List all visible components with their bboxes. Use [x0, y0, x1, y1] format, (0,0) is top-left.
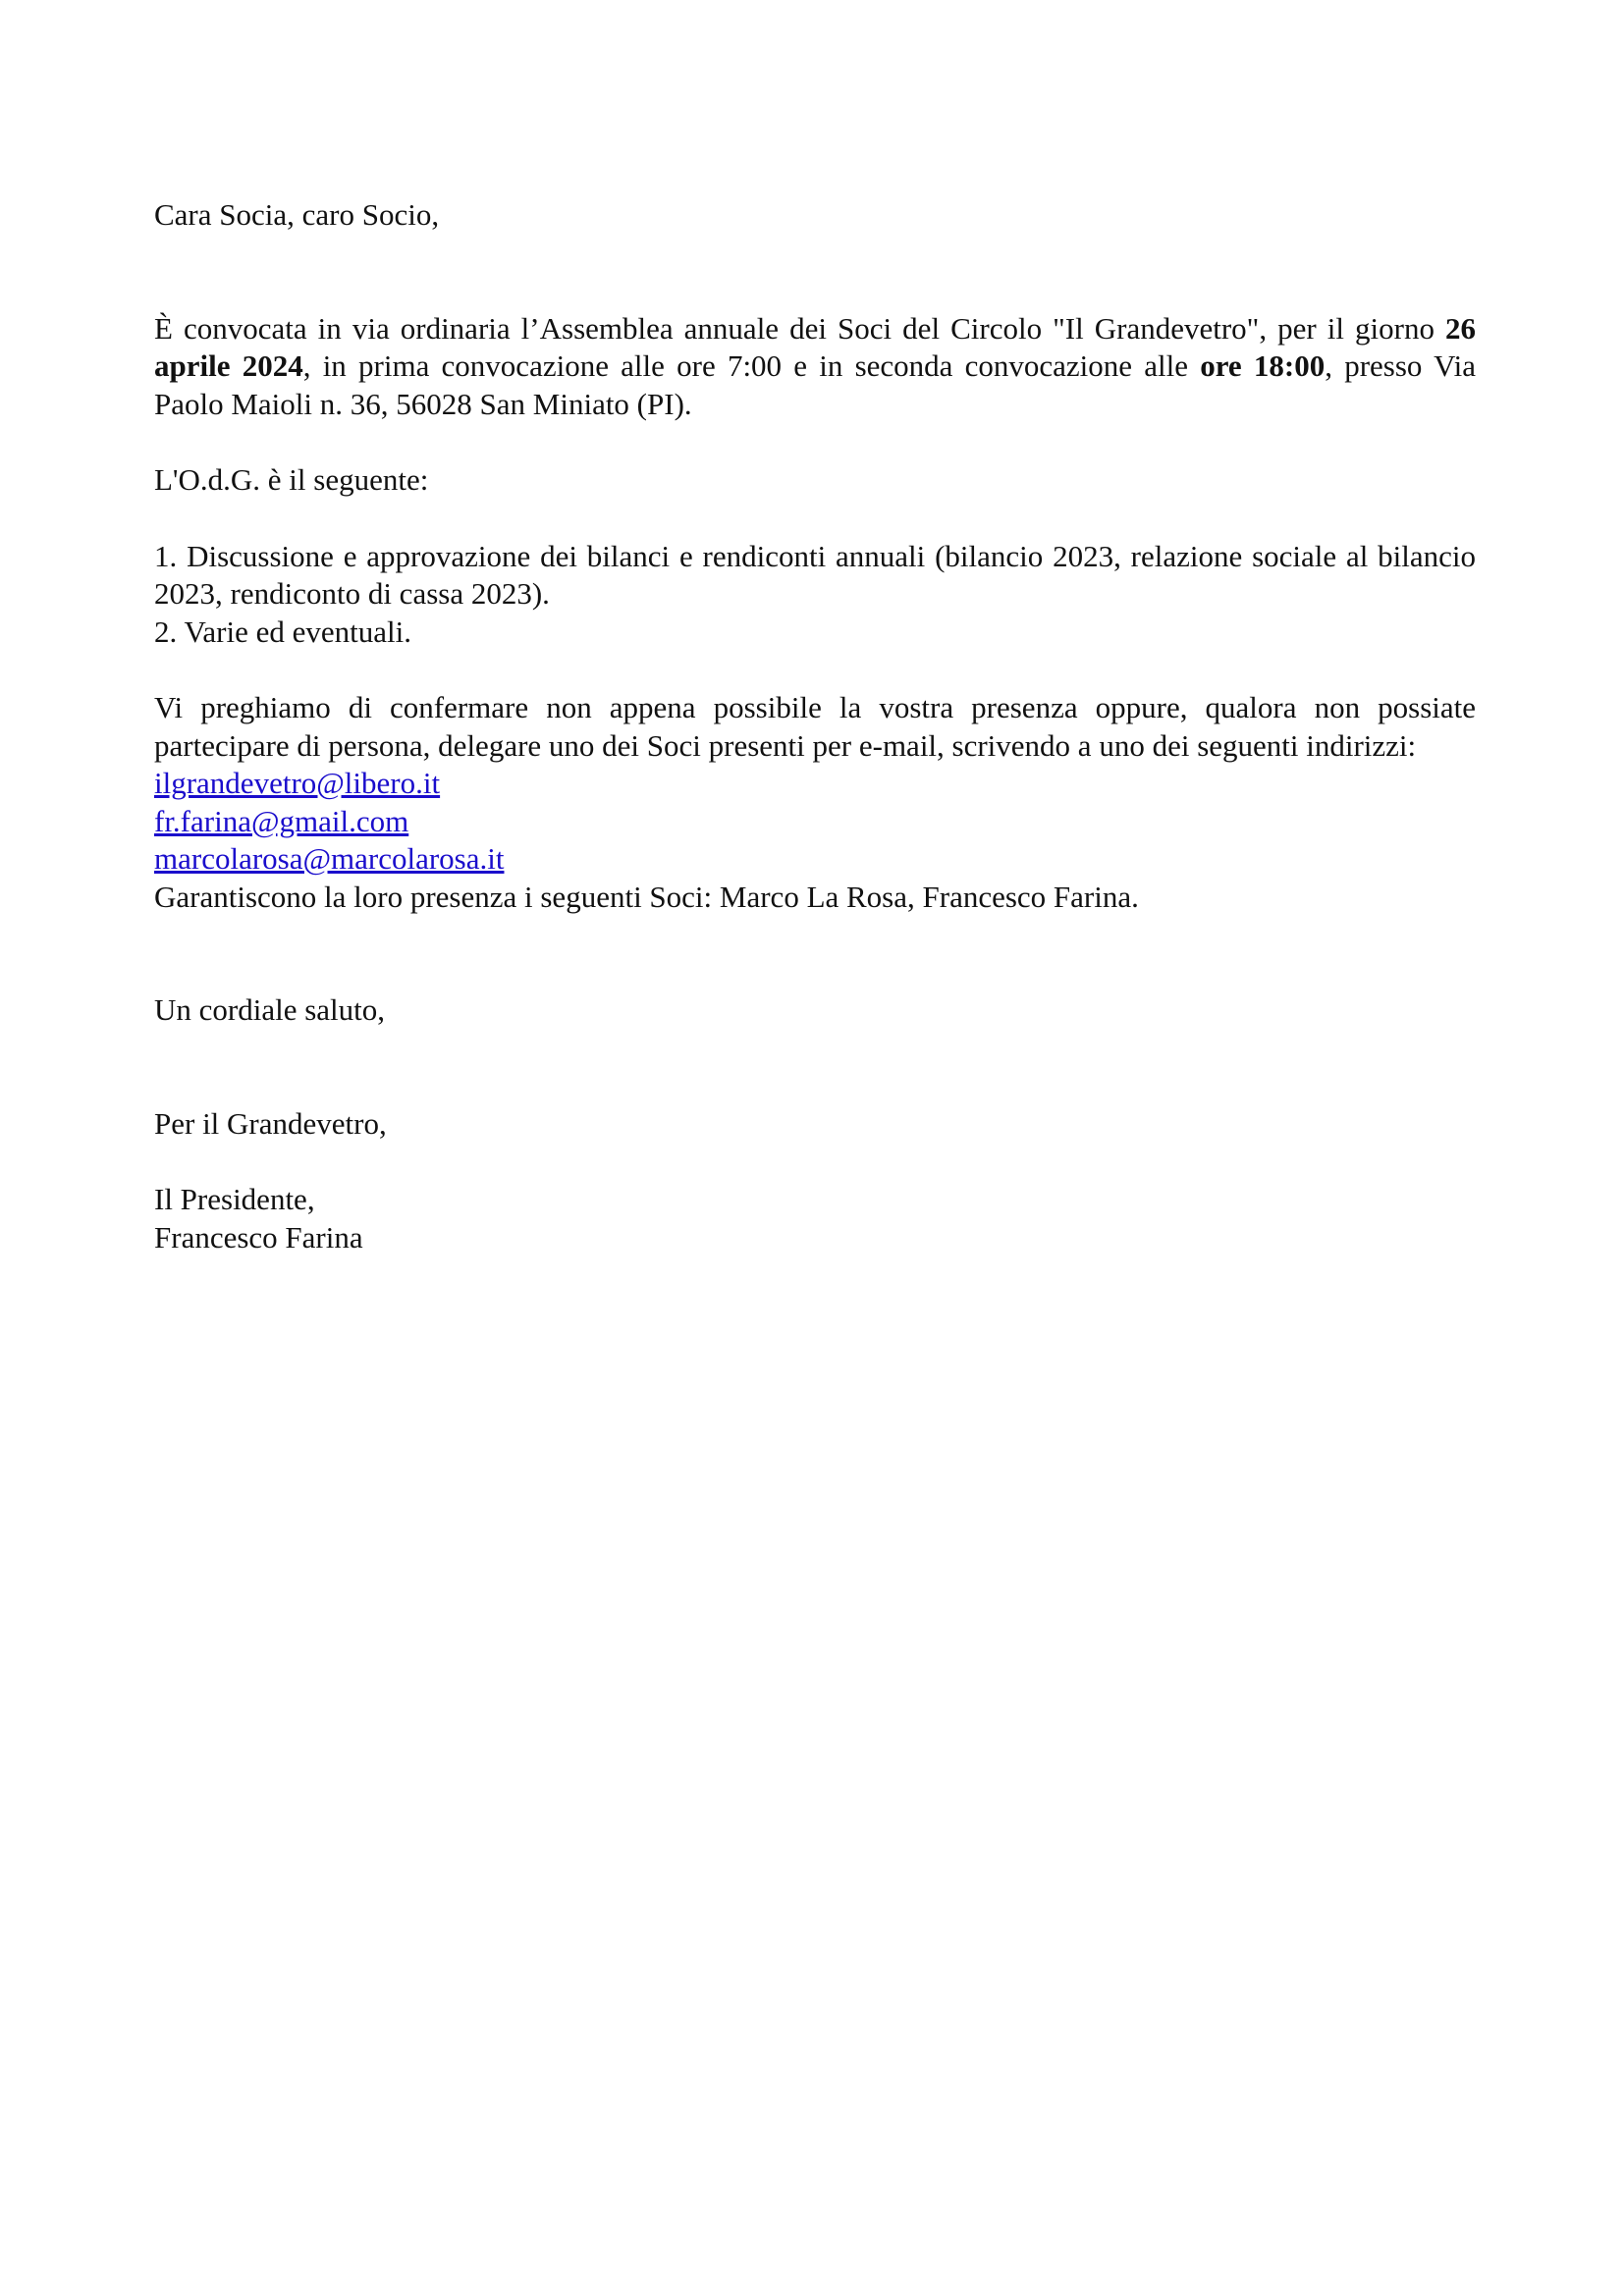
- closing: Un cordiale saluto,: [154, 992, 386, 1027]
- meeting-time: ore 18:00: [1200, 348, 1326, 383]
- email-list: [154, 765, 1476, 879]
- convocation-text-1: È convocata in via ordinaria l’Assemblea annuale dei Soci del Circolo "Il Grandevetro", per il giorno: [154, 310, 1445, 346]
- email-link-farina[interactable]: fr.farina@gmail.com: [154, 803, 409, 838]
- convocation-text-3: , presso Via Paolo Maioli n. 36, 56028 San Miniato (PI).: [154, 348, 1476, 421]
- agenda-intro: L'O.d.G. è il seguente:: [154, 462, 429, 497]
- email-link-ilgrandevetro[interactable]: ilgrandevetro@libero.it: [154, 766, 441, 800]
- request-paragraph: Vi preghiamo di confermare non appena possibile la vostra presenza oppure, qualora non possiate partecipare di persona, delegare uno dei Soci presenti per e-mail, scrivendo a uno dei seguenti indirizzi:: [154, 690, 1476, 763]
- agenda-item: 1. Discussione e approvazione dei bilanci e rendiconti annuali (bilancio 2023, relazione sociale al bilancio 2023, rendiconto di cassa 2023).: [154, 538, 1476, 611]
- agenda-item: 2. Varie ed eventuali.: [154, 614, 411, 649]
- convocation-paragraph: [154, 310, 1476, 424]
- greeting: Cara Socia, caro Socio,: [154, 197, 440, 232]
- organization-signature: Per il Grandevetro,: [154, 1105, 387, 1141]
- signer-role: Il Presidente,: [154, 1182, 315, 1216]
- guarantee-text: Garantiscono la loro presenza i seguenti Soci: Marco La Rosa, Francesco Farina.: [154, 879, 1139, 914]
- signer-name: Francesco Farina: [154, 1219, 363, 1255]
- agenda-list: [154, 538, 1476, 652]
- letter-body: [154, 196, 1476, 1256]
- meeting-date: 26 aprile 2024: [154, 310, 1476, 383]
- convocation-text-2: , in prima convocazione alle ore 7:00 e in seconda convocazione alle: [302, 348, 1201, 383]
- email-link-larosa[interactable]: marcolarosa@marcolarosa.it: [154, 841, 505, 876]
